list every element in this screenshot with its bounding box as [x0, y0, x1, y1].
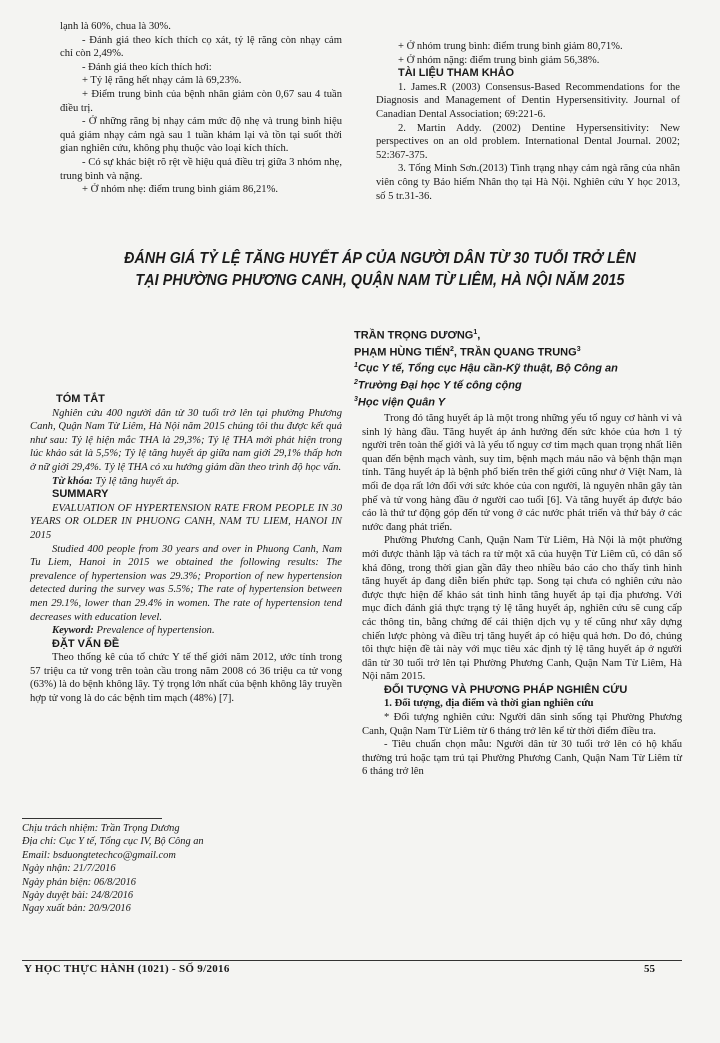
- reference-item: 3. Tống Minh Sơn.(2013) Tình trạng nhạy cảm ngà răng của nhân viên công ty Bảo hiểm Nhân thọ tại Hà Nội. Nghiên cứu Y học 2013, số 5 tr.31-36.: [376, 163, 680, 202]
- affiliation-text: Cục Y tế, Tổng cục Hậu cần-Kỹ thuật, Bộ Công an: [357, 362, 618, 375]
- affiliation-sup: 2: [354, 378, 358, 386]
- affiliation-sup: 1: [354, 362, 358, 370]
- affiliation-text: Học viện Quân Y: [357, 396, 446, 409]
- left-top-line: + Điểm trung bình của bệnh nhân giảm còn 0,67 sau 4 tuần điều trị.: [60, 88, 342, 114]
- keywords-value: Tỷ lệ tăng huyết áp.: [95, 475, 180, 487]
- article-title: [104, 248, 656, 292]
- author-name: TRẦN TRỌNG DƯƠNG: [354, 329, 474, 342]
- abstract-heading: TÓM TẮT: [56, 393, 105, 405]
- author-line-1: TRẦN TRỌNG DƯƠNG$^1$,: [354, 329, 481, 342]
- left-top-line: - Đánh giá theo kích thích hơi:: [82, 61, 212, 73]
- left-top-line: lạnh là 60%, chua là 30%.: [60, 21, 171, 32]
- methods-subheading: 1. Đối tượng, địa điểm và thời gian nghiên cứu: [384, 698, 594, 710]
- left-top-column: [60, 20, 342, 197]
- methods-paragraph: - Tiêu chuẩn chọn mẫu: Người dân từ 30 tuổi trở lên có hộ khẩu thường trú hoặc tạm trú tại Phường Phương Canh, Quận Nam Từ Liêm từ 6 tháng trở lên: [362, 739, 682, 778]
- left-top-line: + Tỷ lệ răng hết nhạy cảm là 69,23%.: [82, 75, 242, 87]
- left-top-line: + Ở nhóm nhẹ: điểm trung bình giảm 86,21%.: [82, 184, 279, 196]
- author-line-2: [354, 343, 684, 360]
- body-paragraph: Trong đó tăng huyết áp là một trong những yếu tố nguy cơ hành vi và sinh lý hàng đầu. Tăng huyết áp ảnh hưởng đến sức khỏe của hơn 1 tỷ người trên toàn thế giới và là yếu tố nguy cơ tim mạch quan trọng nhất liên quan đến bệnh mạch vành, suy tim, bệnh mạch máu não và bệnh thận mạn tính. Tăng huyết áp là bệnh phổ biến trên thế giới cũng như ở Việt Nam, là mối đe dọa rất lớn đối với sức khỏe của con người, là nguyên nhân gây tàn phế và tử vong hàng đầu ở người cao tuổi [6]. Và tăng huyết áp được báo cáo là thứ tư động góp đến tử vong ở các nước phát triển và thứ bảy ở các nước đang phát triển.: [362, 413, 682, 533]
- left-top-line: - Đánh giá theo kích thích cọ xát, tỷ lệ răng còn nhạy cảm chỉ còn 2,49%.: [60, 34, 342, 60]
- references-heading: TÀI LIỆU THAM KHẢO: [398, 67, 515, 80]
- methods-paragraph: * Đối tượng nghiên cứu: Người dân sinh sống tại Phường Phương Canh, Quận Nam Từ Liêm từ 6 tháng trở lên kể từ thời điểm điều tra.: [362, 712, 682, 737]
- intro-text: Theo thống kê của tổ chức Y tế thế giới năm 2012, ước tính trong 57 triệu ca tử vong trên toàn cầu trong năm 2008 có 36 triệu ca tử vong (63%) là do bệnh không lây. Tỷ trọng lớn nhất của bệnh không lây truyền hợp tử vong là do các bệnh tim mạch (48%) [7].: [30, 652, 342, 705]
- keywords-label: Từ khóa:: [52, 475, 93, 487]
- info-line: Ngày phản biện: 06/8/2016: [22, 876, 136, 888]
- right-top-line: + Ở nhóm trung bình: điểm trung bình giảm 80,71%.: [398, 41, 623, 52]
- title-line-2: TẠI PHƯỜNG PHƯƠNG CANH, QUẬN NAM TỪ LIÊM, HÀ NỘI NĂM 2015: [135, 272, 625, 289]
- intro-heading: ĐẶT VẤN ĐỀ: [52, 637, 120, 650]
- summary-keyword: [30, 624, 342, 638]
- affiliation-1: [354, 359, 684, 376]
- summary-heading: SUMMARY: [52, 488, 109, 501]
- left-lower-column: [30, 393, 342, 706]
- footer-rule: [22, 960, 682, 961]
- methods-heading: ĐỐI TƯỢNG VÀ PHƯƠNG PHÁP NGHIÊN CỨU: [384, 683, 628, 696]
- info-line: Ngày duyệt bài: 24/8/2016: [22, 890, 134, 902]
- body-paragraph: Phường Phương Canh, Quận Nam Từ Liêm, Hà Nội là một phường mới được thành lập và tách ra từ một xã của huyện Từ Liêm cũ, có dân số khá đông, trong thời gian gần đây theo nhiều báo cáo cho thấy tình hình tăng huyết áp đang diễn biến phức tạp. Song tại chưa có nghiên cứu nào được thực hiện để khảo sát tình hình tăng huyết áp tại địa phương. Với mục đích đánh giá thực trạng tỷ lệ tăng huyết áp, nghiên cứu sẽ cung cấp các thông tin, bằng chứng để cải thiện dịch vụ y tế cũng như xây dựng chiến lược phòng và điều trị tăng huyết áp có hiệu quả hơn. Do đó, chúng tôi thực hiện đề tài này với mục tiêu xác định tỷ lệ tăng huyết áp ở người dân từ 30 tuổi trở lên tại Phường Phương Canh, Quận Nam Từ Liêm, Hà Nội năm 2015.: [362, 535, 682, 683]
- right-lower-column: [362, 412, 682, 779]
- author-name: PHẠM HÙNG TIẾN: [354, 346, 450, 359]
- affiliation-3: [354, 393, 684, 410]
- keyword-label: Keyword:: [52, 625, 94, 637]
- journal-footer: Y HỌC THỰC HÀNH (1021) - SỐ 9/2016: [24, 963, 230, 975]
- left-top-line: - Có sự khác biệt rõ rệt về hiệu quả điều trị giữa 3 nhóm nhẹ, trung bình và nặng.: [60, 156, 342, 182]
- info-line: Chịu trách nhiệm: Trần Trọng Dương: [22, 823, 180, 834]
- right-top-line: + Ở nhóm nặng: điểm trung bình giảm 56,38%.: [398, 54, 600, 66]
- author-sup: 2: [449, 345, 454, 353]
- left-top-line: - Ở những răng bị nhạy cảm mức độ nhẹ và trung bình hiệu quả giảm nhạy cảm ngà sau 1 tuần khám lại và tồn tại suốt thời gian nghiên cứu, không phụ thuộc vào loại kích thích.: [60, 116, 342, 155]
- info-line: Ngay xuất bản: 20/9/2016: [22, 903, 131, 915]
- page-number: 55: [644, 963, 655, 975]
- correspondence-info: [22, 822, 342, 916]
- abstract-keywords: [30, 475, 342, 489]
- abstract-text: Nghiên cứu 400 người dân từ 30 tuổi trở lên tại phường Phương Canh, Quận Nam Từ Liêm, Hà Nội năm 2015 chúng tôi thu được kết quả như sau: Tỷ lệ hiện mắc THA là 29,3%; Tỷ lệ THA mới phát hiện trong lúc khảo sát là 5,5%; Tỷ lệ tăng huyết áp giữa nam giới 29,1% thấp hơn ở nữ giới 29,4%. Tỷ lệ THA có xu hướng giảm dần theo trình độ học vấn.: [30, 407, 342, 473]
- affiliation-text: Trường Đại học Y tế công cộng: [357, 379, 522, 392]
- affiliation-sup: 3: [354, 395, 358, 403]
- author-name: , TRẦN QUANG TRUNG: [453, 346, 577, 359]
- title-line-1: ĐÁNH GIÁ TỶ LỆ TĂNG HUYẾT ÁP CỦA NGƯỜI DÂN TỪ 30 TUỔI TRỞ LÊN: [124, 250, 636, 267]
- keyword-value: Prevalence of hypertension.: [96, 625, 215, 637]
- reference-item: 1. James.R (2003) Consensus-Based Recommendations for the Diagnosis and Management of Dentin Hypersensitivity. Journal of Canadian Dental Association; 69:221-6.: [376, 81, 680, 120]
- reference-item: 2. Martin Addy. (2002) Dentine Hypersensitivity: New perspectives on an old problem. International Dental Journal. 2002; 52:367-375.: [376, 122, 680, 161]
- author-block: [354, 326, 684, 409]
- affiliation-2: [354, 376, 684, 393]
- info-divider: [22, 818, 162, 819]
- author-sup: 3: [576, 345, 581, 353]
- summary-title: EVALUATION OF HYPERTENSION RATE FROM PEOPLE IN 30 YEARS OR OLDER IN PHUONG CANH, NAM TU LIEM, HANOI IN 2015: [30, 502, 342, 541]
- info-line: Địa chỉ: Cục Y tế, Tổng cục IV, Bộ Công an: [22, 836, 204, 848]
- info-email: Email: bsduongtetechco@gmail.com: [22, 849, 176, 861]
- author-sup: 1: [473, 329, 478, 336]
- right-top-column: [376, 40, 680, 203]
- info-line: Ngày nhận: 21/7/2016: [22, 863, 116, 875]
- summary-text: Studied 400 people from 30 years and over in Phuong Canh, Nam Tu Liem, Hanoi in 2015 we obtained the following results: The prevalence of hypertension was 29.3%; Proportion of new hypertension detected during the survey was 5.5%; The rate of hypertension between men 29.1%, lower than 29.4% in women. The rate of hypertension tend decreases with education level.: [30, 543, 342, 623]
